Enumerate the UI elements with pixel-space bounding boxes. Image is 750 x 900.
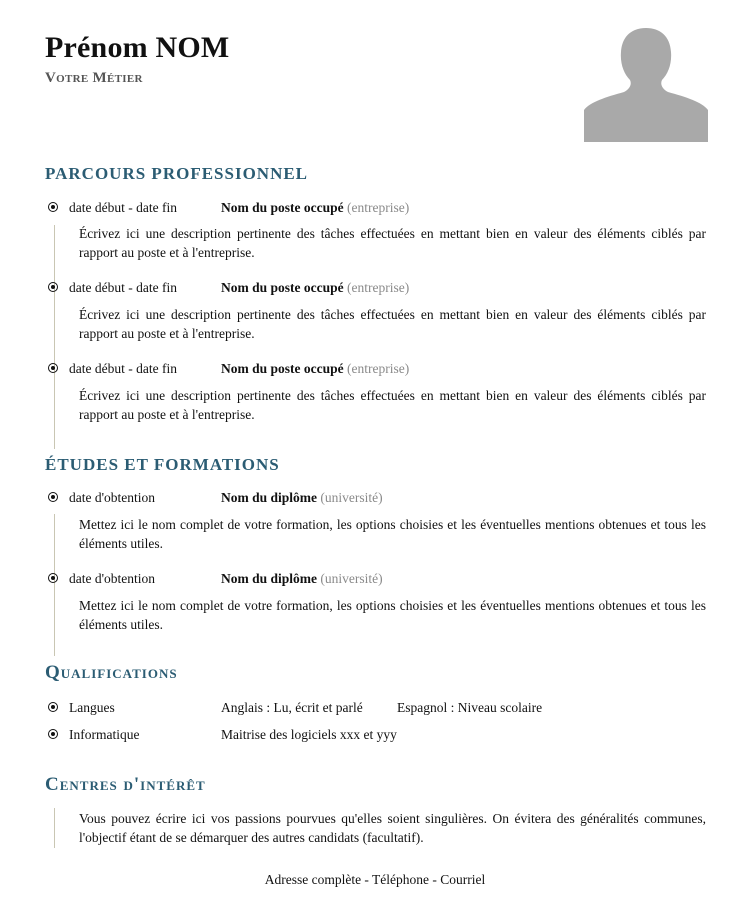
qualifications-section-title: Qualifications bbox=[45, 662, 178, 683]
bullet-icon bbox=[48, 282, 58, 292]
qualification-value-secondary: Espagnol : Niveau scolaire bbox=[397, 700, 543, 715]
company-name: (entreprise) bbox=[347, 280, 410, 295]
qualification-value: Maitrise des logiciels xxx et yyy bbox=[221, 727, 397, 742]
entry-title bbox=[221, 279, 409, 297]
entry-date: date d'obtention bbox=[69, 490, 156, 505]
entry-title bbox=[221, 199, 409, 217]
education-section-title: ÉTUDES ET FORMATIONS bbox=[45, 455, 280, 474]
school-name: (université) bbox=[320, 571, 383, 586]
experience-description-2: Écrivez ici une description pertinente des tâches effectuées en mettant bien en valeur des éléments ciblés par rapport au poste et à l'entreprise. bbox=[79, 307, 706, 341]
interests-section-title: Centres d'intérêt bbox=[45, 774, 206, 795]
entry-dates: date début - date fin bbox=[69, 361, 177, 376]
qualification-label: Informatique bbox=[69, 727, 140, 742]
bullet-icon bbox=[48, 573, 58, 583]
degree-name: Nom du diplôme bbox=[221, 571, 318, 586]
interests-timeline bbox=[54, 808, 55, 848]
cv-header bbox=[45, 30, 229, 87]
entry-title bbox=[221, 570, 383, 588]
entry-title bbox=[221, 489, 383, 507]
experience-timeline bbox=[54, 225, 55, 449]
bullet-icon bbox=[48, 702, 58, 712]
experience-section-title: PARCOURS PROFESSIONNEL bbox=[45, 164, 309, 183]
education-description-1: Mettez ici le nom complet de votre formation, les options choisies et les éventuelles mentions obtenues et tous les éléments utiles. bbox=[79, 517, 706, 551]
entry-date: date d'obtention bbox=[69, 571, 156, 586]
education-timeline bbox=[54, 514, 55, 656]
bullet-icon bbox=[48, 729, 58, 739]
position-name: Nom du poste occupé bbox=[221, 280, 344, 295]
degree-name: Nom du diplôme bbox=[221, 490, 318, 505]
entry-title bbox=[221, 360, 409, 378]
bullet-icon bbox=[48, 202, 58, 212]
candidate-name: Prénom NOM bbox=[45, 31, 230, 64]
qualification-label: Langues bbox=[69, 700, 115, 715]
entry-dates: date début - date fin bbox=[69, 280, 177, 295]
school-name: (université) bbox=[320, 490, 383, 505]
person-silhouette-icon bbox=[584, 26, 708, 142]
bullet-icon bbox=[48, 363, 58, 373]
education-description-2: Mettez ici le nom complet de votre formation, les options choisies et les éventuelles mentions obtenues et tous les éléments utiles. bbox=[79, 598, 706, 632]
experience-description-1: Écrivez ici une description pertinente des tâches effectuées en mettant bien en valeur des éléments ciblés par rapport au poste et à l'entreprise. bbox=[79, 226, 706, 260]
entry-dates: date début - date fin bbox=[69, 200, 177, 215]
company-name: (entreprise) bbox=[347, 200, 410, 215]
bullet-icon bbox=[48, 492, 58, 502]
job-title: Votre Métier bbox=[45, 70, 143, 86]
contact-footer: Adresse complète - Téléphone - Courriel bbox=[264, 872, 486, 887]
position-name: Nom du poste occupé bbox=[221, 200, 344, 215]
interests-description: Vous pouvez écrire ici vos passions pourvues qu'elles soient singulières. On évitera des généralités communes, l'objectif étant de se démarquer des autres candidats (facultatif). bbox=[79, 811, 706, 845]
position-name: Nom du poste occupé bbox=[221, 361, 344, 376]
qualification-value: Anglais : Lu, écrit et parlé bbox=[221, 700, 363, 715]
experience-description-3: Écrivez ici une description pertinente des tâches effectuées en mettant bien en valeur des éléments ciblés par rapport au poste et à l'entreprise. bbox=[79, 388, 706, 422]
company-name: (entreprise) bbox=[347, 361, 410, 376]
